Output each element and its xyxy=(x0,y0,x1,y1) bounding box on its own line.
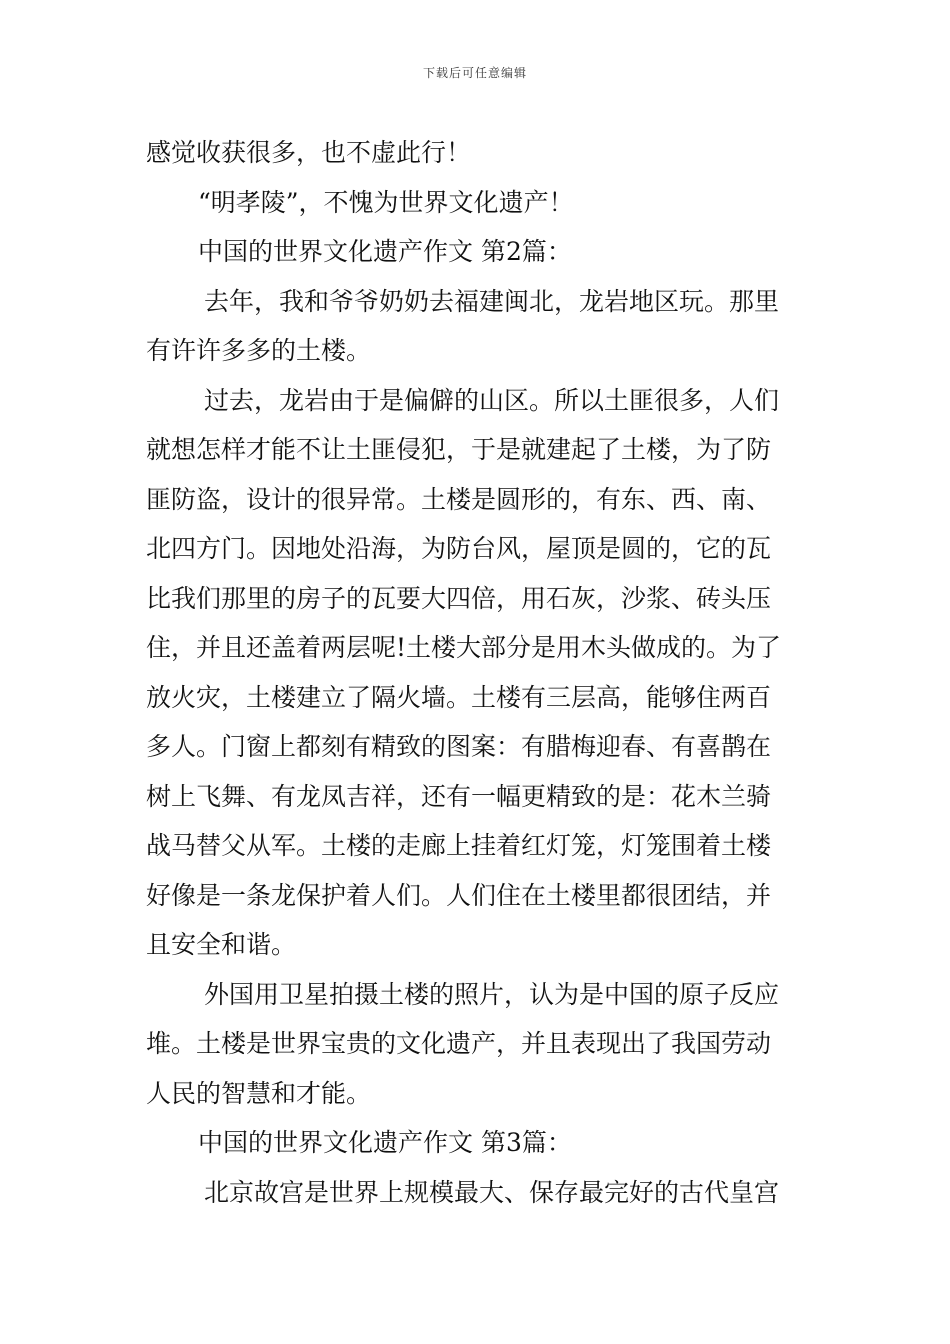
paragraph-line: 放火灾，土楼建立了隔火墙。土楼有三层高，能够住两百 xyxy=(146,682,772,712)
paragraph-line: 外国用卫星拍摄土楼的照片，认为是中国的原子反应 xyxy=(204,979,780,1009)
section-heading: 中国的世界文化遗产作文 第3篇： xyxy=(198,1128,572,1157)
paragraph-line: 战马替父从军。土楼的走廊上挂着红灯笼，灯笼围着土楼 xyxy=(146,831,772,860)
paragraph-line: 有许许多多的土楼。 xyxy=(146,336,372,365)
paragraph-line: 堆。土楼是世界宝贵的文化遗产，并且表现出了我国劳动 xyxy=(146,1029,772,1058)
paragraph-line: 去年，我和爷爷奶奶去福建闽北，龙岩地区玩。那里 xyxy=(204,286,780,316)
section-heading: 中国的世界文化遗产作文 第2篇： xyxy=(198,237,572,266)
paragraph-line: 好像是一条龙保护着人们。人们住在土楼里都很团结，并 xyxy=(146,880,772,910)
paragraph-line: 过去，龙岩由于是偏僻的山区。所以土匪很多，人们 xyxy=(204,385,780,415)
paragraph-line: 匪防盗，设计的很异常。土楼是圆形的，有东、西、南、 xyxy=(146,484,772,514)
paragraph-line: 感觉收获很多，也不虚此行！ xyxy=(146,138,472,167)
paragraph-line: 北京故宫是世界上规模最大、保存最完好的古代皇宫 xyxy=(204,1177,780,1207)
paragraph-line: 北四方门。因地处沿海，为防台风，屋顶是圆的，它的瓦 xyxy=(146,534,772,563)
paragraph-line: 树上飞舞、有龙凤吉祥，还有一幅更精致的是：花木兰骑 xyxy=(146,781,772,811)
page-header: 下载后可任意编辑 xyxy=(422,66,527,80)
paragraph-line: 住，并且还盖着两层呢!土楼大部分是用木头做成的。为了 xyxy=(146,633,782,662)
paragraph-line: 比我们那里的房子的瓦要大四倍，用石灰，沙浆、砖头压 xyxy=(146,583,772,613)
paragraph-line: “明孝陵”，不愧为世界文化遗产！ xyxy=(198,187,574,217)
document-body xyxy=(146,128,810,1217)
paragraph-line: 且安全和谐。 xyxy=(146,930,297,959)
paragraph-line: 人民的智慧和才能。 xyxy=(146,1078,372,1108)
paragraph-line: 多人。门窗上都刻有精致的图案：有腊梅迎春、有喜鹊在 xyxy=(146,732,772,761)
paragraph-line: 就想怎样才能不让土匪侵犯，于是就建起了土楼，为了防 xyxy=(146,435,772,464)
